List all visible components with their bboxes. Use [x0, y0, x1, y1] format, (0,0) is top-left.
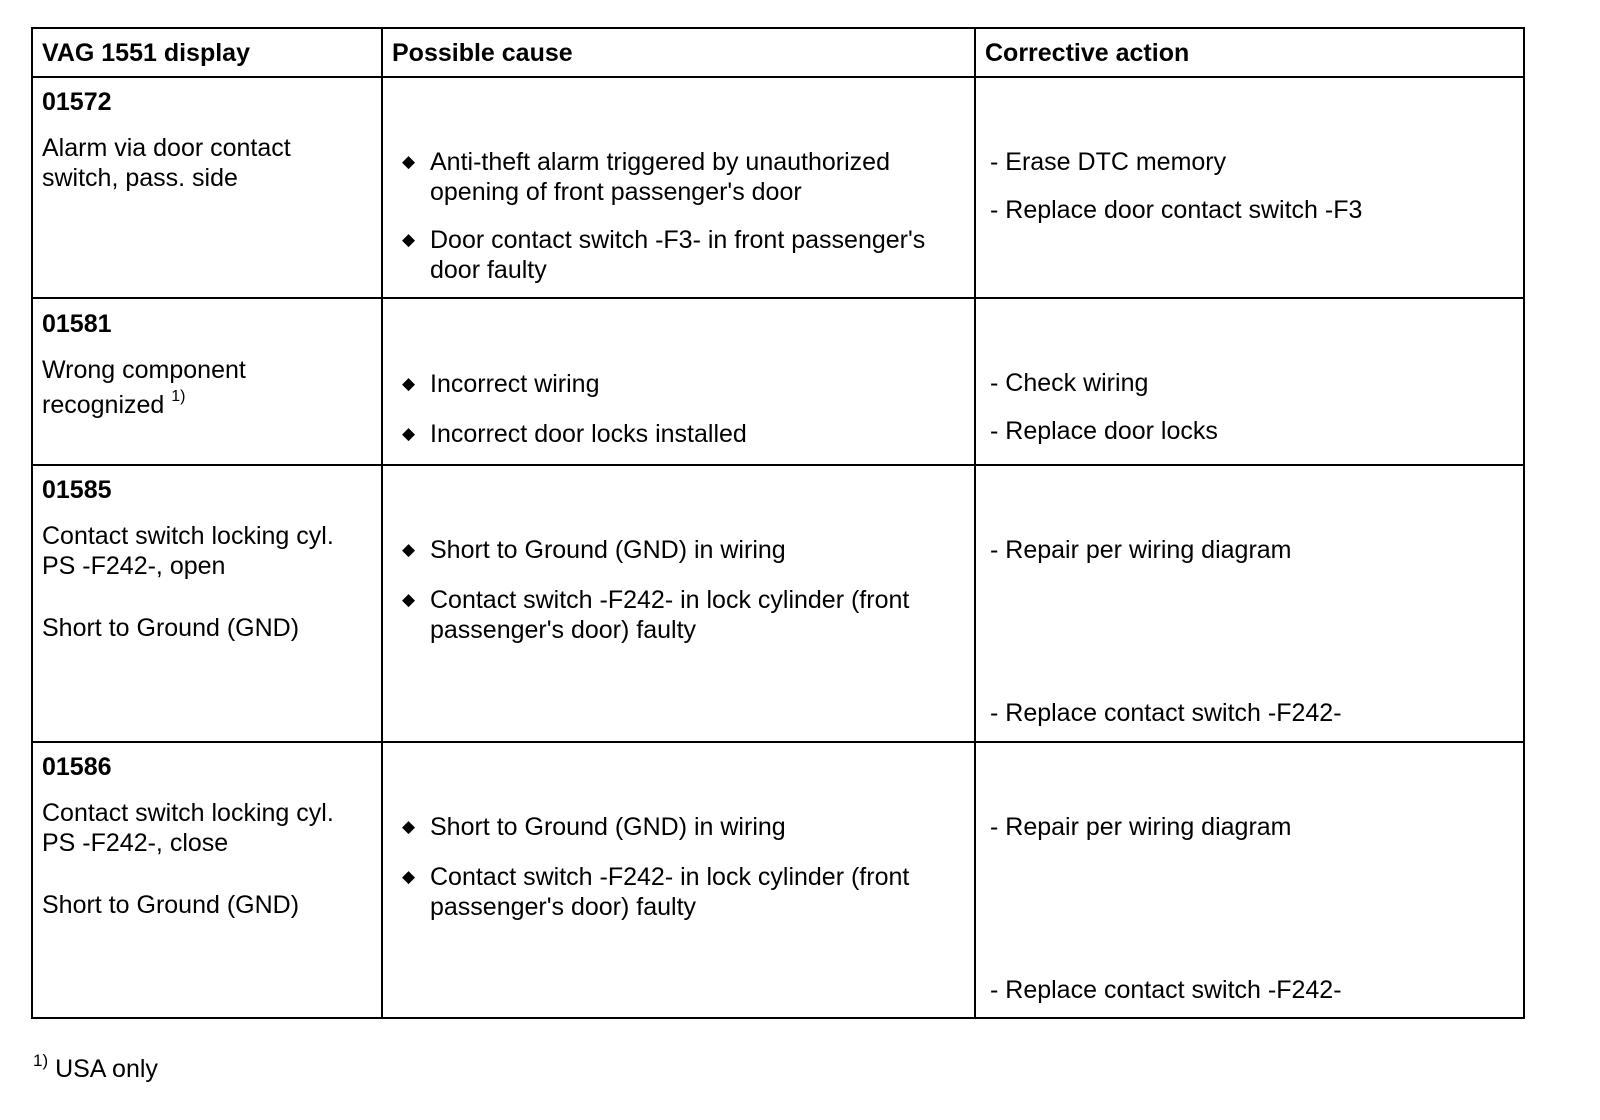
- display-text: PS -F242-, close: [42, 829, 229, 857]
- column-divider: [381, 29, 383, 1017]
- action-item: - Repair per wiring diagram: [990, 813, 1292, 841]
- display-text-line: [42, 387, 186, 420]
- footnote: [33, 1050, 158, 1084]
- display-text: recognized: [42, 391, 165, 419]
- display-text: Contact switch locking cyl.: [42, 799, 334, 827]
- cause-item: ◆ Short to Ground (GND) in wiring: [430, 812, 786, 842]
- footnote-marker: 1): [33, 1050, 49, 1070]
- dtc-table: [31, 27, 1525, 1019]
- footnote-marker: 1): [171, 387, 186, 405]
- action-item: - Check wiring: [990, 369, 1149, 397]
- cause-item: ◆ Anti-theft alarm triggered by unauthorized: [430, 147, 890, 177]
- action-item: - Replace contact switch -F242-: [990, 699, 1342, 727]
- cause-item: ◆ Short to Ground (GND) in wiring: [430, 535, 786, 565]
- row-divider: [33, 464, 1523, 466]
- cause-item: ◆ Contact switch -F242- in lock cylinder (front: [430, 585, 909, 615]
- display-text: Contact switch locking cyl.: [42, 522, 334, 550]
- cause-item-cont: door faulty: [430, 256, 547, 284]
- action-item: - Replace contact switch -F242-: [990, 976, 1342, 1004]
- cause-item: ◆ Door contact switch -F3- in front passenger's: [430, 225, 925, 255]
- row-divider: [33, 76, 1523, 78]
- row-divider: [33, 297, 1523, 299]
- cause-item-cont: passenger's door) faulty: [430, 616, 697, 644]
- action-item: - Replace door locks: [990, 417, 1218, 445]
- display-text: switch, pass. side: [42, 164, 238, 192]
- display-text: Short to Ground (GND): [42, 891, 300, 919]
- cause-item-cont: passenger's door) faulty: [430, 893, 697, 921]
- cause-item-cont: opening of front passenger's door: [430, 178, 802, 206]
- display-text: Wrong component: [42, 356, 246, 384]
- header-corrective-action: Corrective action: [985, 39, 1190, 67]
- dtc-code: 01572: [42, 88, 112, 116]
- dtc-code: 01585: [42, 476, 112, 504]
- display-text: Alarm via door contact: [42, 134, 291, 162]
- display-text: PS -F242-, open: [42, 552, 226, 580]
- row-divider: [33, 741, 1523, 743]
- footnote-text: USA only: [55, 1055, 158, 1083]
- action-item: - Replace door contact switch -F3: [990, 196, 1363, 224]
- cause-item: ◆ Incorrect wiring: [430, 369, 600, 399]
- header-possible-cause: Possible cause: [392, 39, 573, 67]
- column-divider: [974, 29, 976, 1017]
- display-text: Short to Ground (GND): [42, 614, 300, 642]
- header-display: VAG 1551 display: [42, 39, 250, 67]
- cause-item: ◆ Contact switch -F242- in lock cylinder (front: [430, 862, 909, 892]
- cause-item: ◆ Incorrect door locks installed: [430, 419, 747, 449]
- action-item: - Erase DTC memory: [990, 148, 1227, 176]
- dtc-code: 01581: [42, 310, 112, 338]
- action-item: - Repair per wiring diagram: [990, 536, 1292, 564]
- dtc-code: 01586: [42, 753, 112, 781]
